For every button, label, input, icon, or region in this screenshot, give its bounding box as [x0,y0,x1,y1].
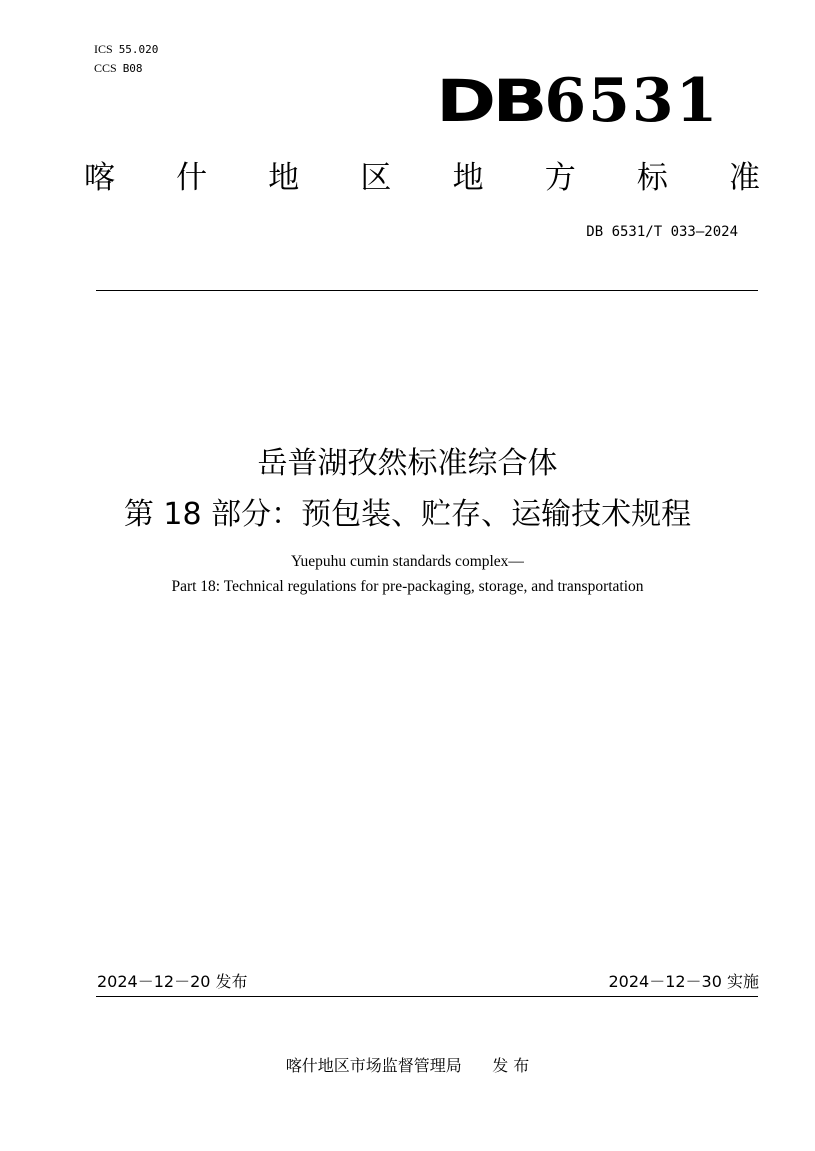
standard-type-char: 喀 [84,160,115,196]
english-title-line2: Part 18: Technical regulations for pre-packaging, storage, and transportation [171,578,644,595]
db-logo [436,66,719,136]
standard-number: DB 6531/T 033—2024 [586,224,738,240]
ccs-code: B08 [122,62,143,75]
standard-type-char: 标 [636,160,668,196]
logo-number: 6531 [544,66,720,136]
english-title-line1: Yuepuhu cumin standards complex— [291,553,524,570]
standard-type-char: 准 [728,160,760,196]
publisher-action: 发 布 [492,1056,530,1075]
standard-type-char: 区 [360,160,392,196]
standard-type-char: 方 [544,160,576,196]
standard-type-title [84,155,760,201]
implementation-date: 2024－12－30 实施 [608,972,759,991]
publisher-line [0,1053,815,1076]
main-title-line1: 岳普湖孜然标准综合体 [257,446,558,481]
main-title-line2: 第 18 部分：预包装、贮存、运输技术规程 [123,497,692,532]
ccs-label: CCS [94,61,117,75]
header-divider [96,290,758,291]
ccs-line [94,59,143,78]
logo-db-text: DB [436,67,544,135]
ics-code: 55.020 [118,43,159,56]
ics-label: ICS [94,42,113,56]
standard-type-char: 什 [176,160,208,196]
standard-type-char: 地 [268,160,300,196]
ics-line [94,40,158,59]
standard-type-char: 地 [452,160,484,196]
footer-divider [96,996,758,997]
publisher-name: 喀什地区市场监督管理局 [285,1056,462,1075]
release-date: 2024－12－20 发布 [97,972,248,991]
